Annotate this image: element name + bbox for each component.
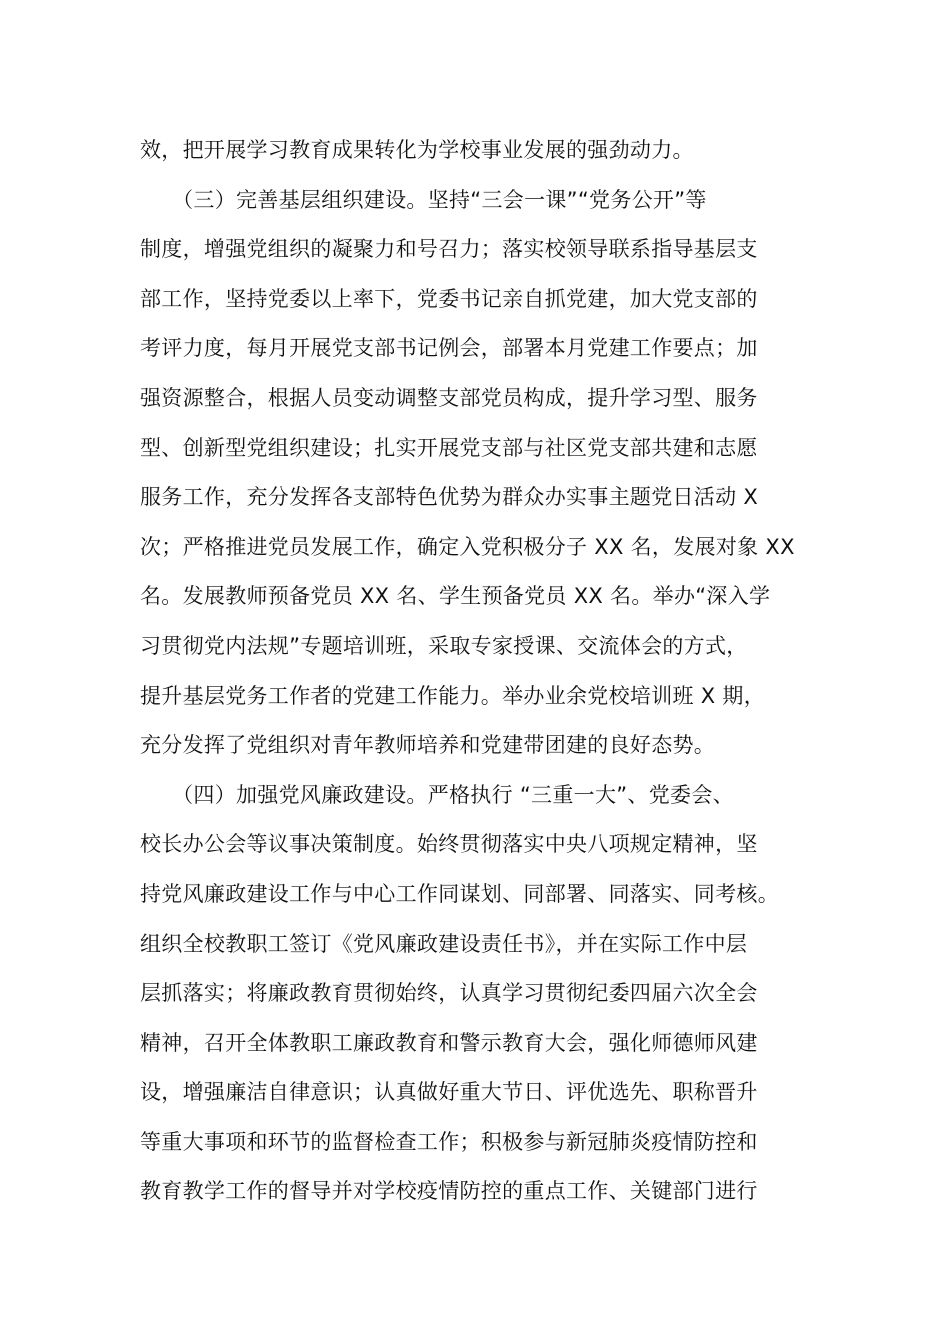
text-line: 效，把开展学习教育成果转化为学校事业发展的强劲动力。 [140, 138, 694, 162]
text-line: 部工作，坚持党委以上率下，党委书记亲自抓党建，加大党支部的 [140, 286, 758, 311]
text-line: 型、创新型党组织建设；扎实开展党支部与社区党支部共建和志愿 [140, 435, 758, 460]
text-line: 次；严格推进党员发展工作，确定入党积极分子 XX 名，发展对象 XX [140, 534, 795, 559]
text-line: 制度，增强党组织的凝聚力和号召力；落实校领导联系指导基层支 [140, 237, 758, 262]
text-line: 强资源整合，根据人员变动调整支部党员构成，提升学习型、服务 [140, 385, 758, 410]
text-line: （三）完善基层组织建设。坚持“三会一课”“党务公开”等 [140, 187, 707, 212]
text-line: 名。发展教师预备党员 XX 名、学生预备党员 XX 名。举办“深入学 [140, 584, 771, 609]
text-line: 组织全校教职工签订《党风廉政建设责任书》，并在实际工作中层 [140, 931, 748, 956]
text-line: 校长办公会等议事决策制度。始终贯彻落实中央八项规定精神，坚 [140, 832, 758, 857]
text-line: 持党风廉政建设工作与中心工作同谋划、同部署、同落实、同考核。 [140, 881, 779, 906]
text-line: 服务工作，充分发挥各支部特色优势为群众办实事主题党日活动 X [140, 485, 759, 510]
text-line: 考评力度，每月开展党支部书记例会，部署本月党建工作要点；加 [140, 336, 758, 361]
text-line: 充分发挥了党组织对青年教师培养和党建带团建的良好态势。 [140, 733, 716, 758]
text-line: 层抓落实；将廉政教育贯彻始终，认真学习贯彻纪委四届六次全会 [140, 981, 758, 1006]
text-line: 提升基层党务工作者的党建工作能力。举办业余党校培训班 X 期， [140, 683, 766, 708]
text-line: 教育教学工作的督导并对学校疫情防控的重点工作、关键部门进行 [140, 1179, 758, 1204]
text-line: 等重大事项和环节的监督检查工作；积极参与新冠肺炎疫情防控和 [140, 1129, 758, 1154]
text-line: （四）加强党风廉政建设。严格执行 “三重一大”、党委会、 [140, 782, 734, 807]
body-text [140, 126, 820, 1217]
text-line: 习贯彻党内法规”专题培训班，采取专家授课、交流体会的方式， [140, 633, 748, 658]
text-line: 设，增强廉洁自律意识；认真做好重大节日、评优选先、职称晋升 [140, 1080, 758, 1105]
text-line: 精神，召开全体教职工廉政教育和警示教育大会，强化师德师风建 [140, 1030, 758, 1055]
